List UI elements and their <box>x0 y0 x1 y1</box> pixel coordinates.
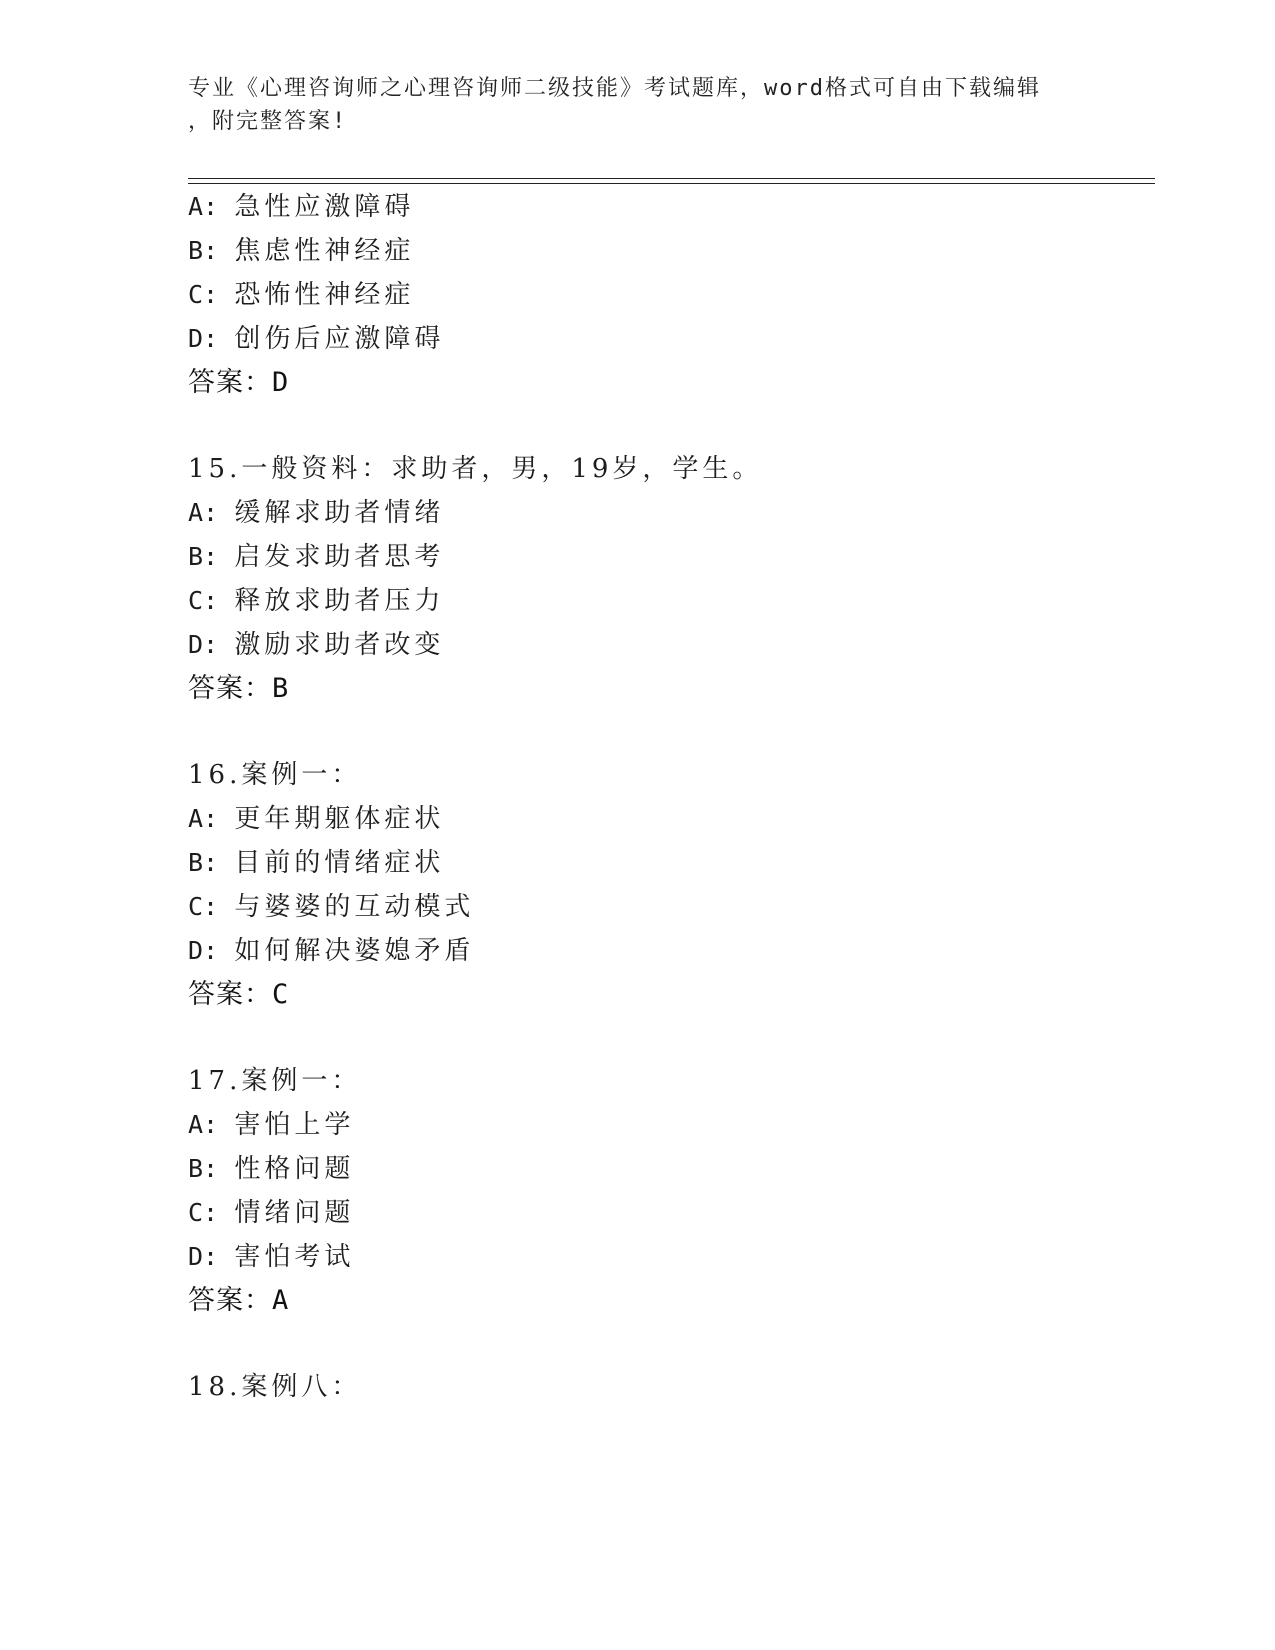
option-a <box>188 490 444 536</box>
option-a <box>188 1102 354 1148</box>
answer-label: 答案： <box>188 673 272 704</box>
header-line-2: ，附完整答案! <box>188 109 348 134</box>
option-label: A: <box>188 498 219 527</box>
option-label: A: <box>188 804 219 833</box>
option-label: B: <box>188 848 219 877</box>
option-text: 害怕考试 <box>234 1242 355 1272</box>
option-label: B: <box>188 542 219 571</box>
option-text: 创伤后应激障碍 <box>234 324 445 354</box>
question-title: 17.案例一： <box>188 1066 362 1096</box>
option-text: 焦虑性神经症 <box>234 236 415 266</box>
option-text: 缓解求助者情绪 <box>234 498 445 528</box>
option-d <box>188 1234 354 1280</box>
question-title: 18.案例八： <box>188 1372 362 1402</box>
answer-line <box>188 360 289 406</box>
question-title: 15.一般资料：求助者，男，19岁，学生。 <box>188 454 763 484</box>
answer-value: D <box>272 367 290 398</box>
option-label: B: <box>188 236 219 265</box>
option-label: C: <box>188 586 219 615</box>
option-text: 目前的情绪症状 <box>234 848 445 878</box>
answer-line <box>188 666 289 712</box>
option-a <box>188 796 444 842</box>
answer-label: 答案： <box>188 979 272 1010</box>
option-text: 激励求助者改变 <box>234 630 445 660</box>
answer-value: C <box>272 979 290 1010</box>
option-text: 害怕上学 <box>234 1110 355 1140</box>
option-text: 性格问题 <box>234 1154 355 1184</box>
option-c <box>188 578 444 624</box>
option-label: A: <box>188 192 219 221</box>
option-label: B: <box>188 1154 219 1183</box>
option-label: D: <box>188 324 219 353</box>
option-text: 与婆婆的互动模式 <box>234 892 475 922</box>
question-title: 16.案例一： <box>188 760 362 790</box>
option-d <box>188 622 444 668</box>
option-label: C: <box>188 892 219 921</box>
option-c <box>188 272 414 318</box>
option-b <box>188 1146 354 1192</box>
answer-value: A <box>272 1285 290 1316</box>
option-text: 情绪问题 <box>234 1198 355 1228</box>
option-label: C: <box>188 280 219 309</box>
option-text: 急性应激障碍 <box>234 192 415 222</box>
option-b <box>188 840 444 886</box>
option-label: D: <box>188 630 219 659</box>
option-c <box>188 1190 354 1236</box>
answer-label: 答案： <box>188 367 272 398</box>
option-label: C: <box>188 1198 219 1227</box>
document-header <box>188 72 1088 138</box>
option-text: 如何解决婆媳矛盾 <box>234 936 475 966</box>
option-d <box>188 316 444 362</box>
option-c <box>188 884 474 930</box>
answer-value: B <box>272 673 290 704</box>
option-d <box>188 928 474 974</box>
option-text: 恐怖性神经症 <box>234 280 415 310</box>
option-label: D: <box>188 1242 219 1271</box>
answer-line <box>188 972 289 1018</box>
option-text: 更年期躯体症状 <box>234 804 445 834</box>
header-line-1: 专业《心理咨询师之心理咨询师二级技能》考试题库，word格式可自由下载编辑 <box>188 76 1041 101</box>
option-b <box>188 228 414 274</box>
option-text: 释放求助者压力 <box>234 586 445 616</box>
option-label: A: <box>188 1110 219 1139</box>
option-text: 启发求助者思考 <box>234 542 445 572</box>
header-divider-top <box>188 178 1155 179</box>
answer-line <box>188 1278 289 1324</box>
answer-label: 答案： <box>188 1285 272 1316</box>
option-a <box>188 184 414 230</box>
option-label: D: <box>188 936 219 965</box>
option-b <box>188 534 444 580</box>
